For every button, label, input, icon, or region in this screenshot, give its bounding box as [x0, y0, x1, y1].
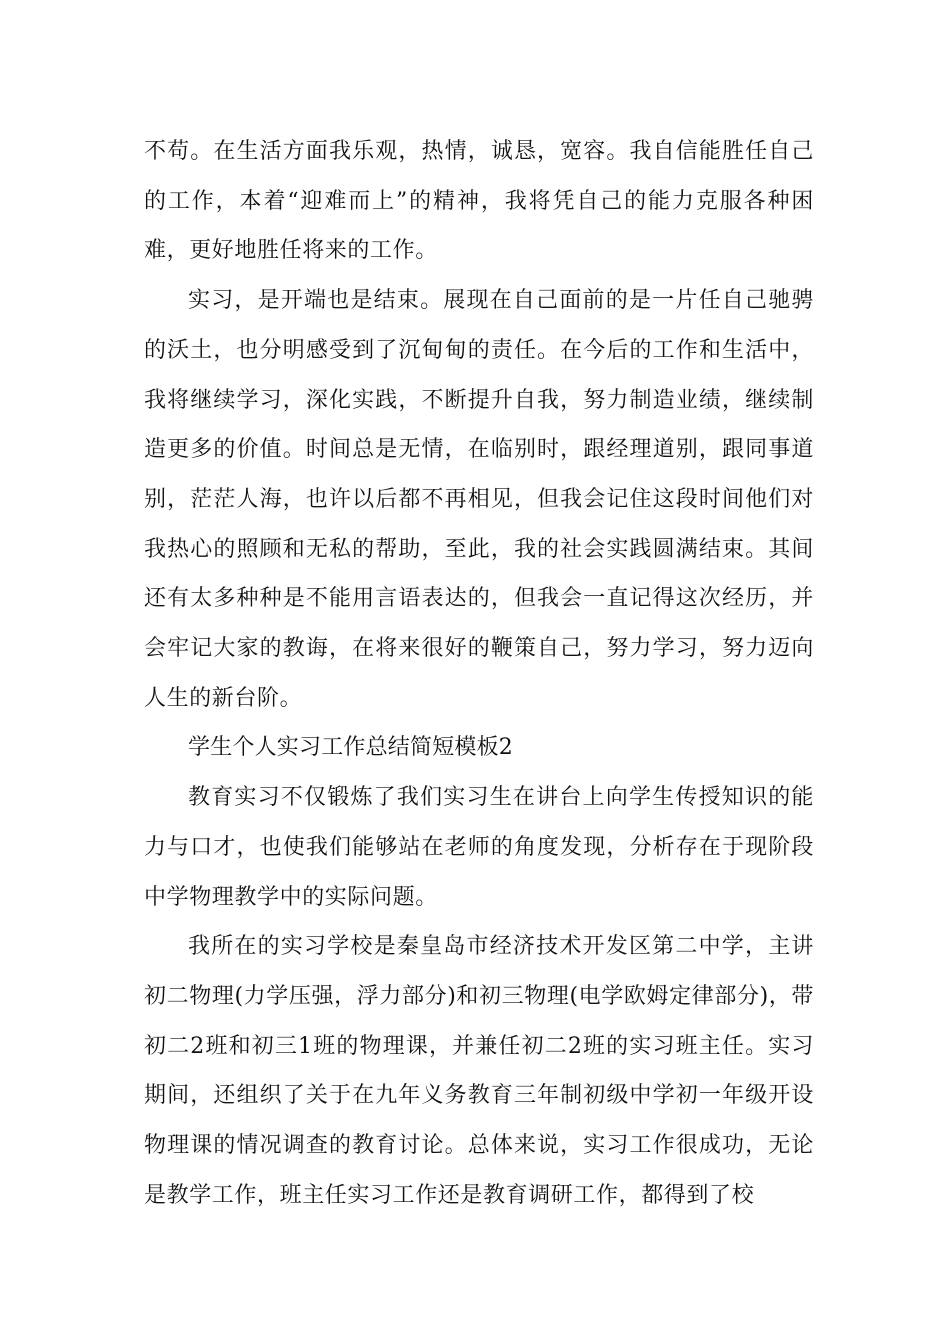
paragraph-education-internship: 教育实习不仅锻炼了我们实习生在讲台上向学生传授知识的能力与口才，也使我们能够站在老师的角度发现，分析存在于现阶段中学物理教学中的实际问题。 [144, 785, 814, 910]
paragraph-continuation: 不苟。在生活方面我乐观，热情，诚恳，宽容。我自信能胜任自己的工作，本着“迎难而上”的精神，我将凭自己的能力克服各种困难，更好地胜任将来的工作。 [144, 139, 814, 264]
paragraph-internship-school: 我所在的实习学校是秦皇岛市经济技术开发区第二中学，主讲初二物理(力学压强，浮力部分)和初三物理(电学欧姆定律部分)，带初二2班和初三1班的物理课，并兼任初二2班的实习班主任。实习期间，还组织了关于在九年义务教育三年制初级中学初一年级开设物理课的情况调查的教育讨论。总体来说，实习工作很成功，无论是教学工作，班主任实习工作还是教育调研工作，都得到了校 [144, 934, 814, 1208]
document-body [144, 127, 814, 1220]
paragraph-internship-reflection: 实习，是开端也是结束。展现在自己面前的是一片任自己驰骋的沃土，也分明感受到了沉甸甸的责任。在今后的工作和生活中，我将继续学习，深化实践，不断提升自我，努力制造业绩，继续制造更多的价值。时间总是无情，在临别时，跟经理道别，跟同事道别，茫茫人海，也许以后都不再相见，但我会记住这段时间他们对我热心的照顾和无私的帮助，至此，我的社会实践圆满结束。其间还有太多种种是不能用言语表达的，但我会一直记得这次经历，并会牢记大家的教诲，在将来很好的鞭策自己，努力学习，努力迈向人生的新台阶。 [144, 288, 814, 711]
section-heading: 学生个人实习工作总结简短模板2 [188, 735, 513, 761]
